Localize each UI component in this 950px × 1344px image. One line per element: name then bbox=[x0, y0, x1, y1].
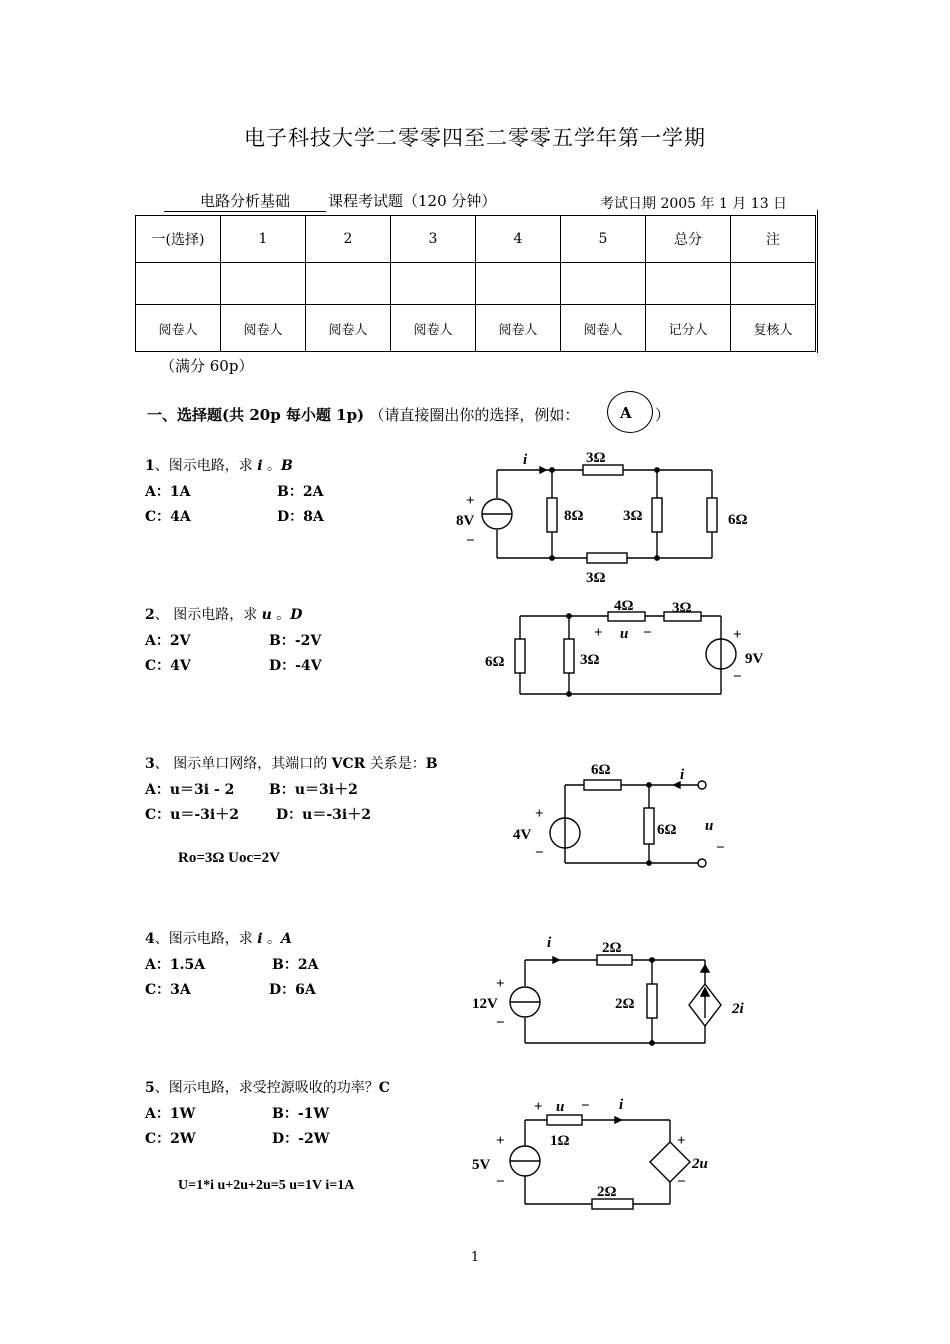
score-header-cell: 1 bbox=[221, 216, 306, 263]
score-header-cell: 总分 bbox=[646, 216, 731, 263]
q-number: 2 bbox=[145, 607, 155, 623]
label-minus: − bbox=[535, 845, 544, 861]
label-r-left: 8Ω bbox=[564, 508, 584, 524]
label-u: u bbox=[705, 818, 714, 834]
label-minus: − bbox=[496, 1174, 505, 1190]
example-answer: A bbox=[620, 404, 632, 422]
q-text2: 关系是： bbox=[365, 756, 426, 772]
q-text2: 。 bbox=[271, 607, 291, 623]
label-plus: + bbox=[733, 627, 742, 643]
junction-dot bbox=[647, 783, 651, 787]
label-r-top: 2Ω bbox=[602, 940, 622, 956]
resistor-top bbox=[583, 465, 623, 475]
score-header-cell: 注 bbox=[731, 216, 816, 263]
question-4 bbox=[145, 928, 292, 948]
section-heading bbox=[147, 404, 579, 425]
reviewer-cell: 阅卷人 bbox=[561, 305, 646, 352]
reviewer-cell: 阅卷人 bbox=[136, 305, 221, 352]
option[interactable]: D：-4V bbox=[269, 658, 322, 674]
label-plus: + bbox=[535, 806, 544, 822]
junction-dot bbox=[650, 1041, 654, 1045]
option[interactable]: D：-2W bbox=[272, 1131, 330, 1147]
option[interactable]: B：-2V bbox=[269, 633, 322, 649]
section-title-a: 一、选择题(共 20p 每小题 1p) bbox=[147, 406, 370, 424]
current-arrow-icon bbox=[553, 957, 559, 963]
label-r-bottom: 2Ω bbox=[597, 1184, 617, 1200]
q-text: 、图示电路，求 bbox=[154, 931, 258, 947]
label-r-bottom: 3Ω bbox=[586, 570, 606, 586]
circuit-1-diagram bbox=[440, 445, 760, 590]
score-cell[interactable] bbox=[731, 263, 816, 305]
section-title-c: ） bbox=[655, 406, 671, 424]
option[interactable]: C：2W bbox=[145, 1131, 196, 1147]
score-table-score-row bbox=[136, 263, 816, 305]
score-header-cell: 4 bbox=[476, 216, 561, 263]
full-score: （满分 60p） bbox=[160, 357, 254, 375]
label-u: u bbox=[620, 626, 629, 642]
label-u: u bbox=[556, 1099, 565, 1115]
q-number: 4 bbox=[145, 931, 155, 947]
resistor-left bbox=[515, 639, 525, 673]
label-i: i bbox=[523, 452, 528, 468]
label-minus: − bbox=[733, 669, 742, 685]
circuit-5-diagram bbox=[465, 1090, 755, 1215]
junction-dot bbox=[567, 692, 571, 696]
reviewer-cell: 阅卷人 bbox=[476, 305, 561, 352]
resistor-bottom bbox=[587, 553, 627, 563]
label-r-top: 6Ω bbox=[591, 762, 611, 778]
label-source: 8V bbox=[456, 513, 475, 529]
option[interactable]: A：1A bbox=[145, 484, 191, 500]
label-r-shunt: 2Ω bbox=[615, 996, 635, 1012]
course-name: 电路分析基础 bbox=[164, 190, 326, 212]
score-table bbox=[135, 215, 816, 352]
q-number: 5 bbox=[145, 1080, 155, 1096]
option[interactable]: D：6A bbox=[269, 982, 316, 998]
resistor-mid bbox=[564, 639, 574, 673]
reviewer-cell: 复核人 bbox=[731, 305, 816, 352]
option[interactable]: B：2A bbox=[277, 484, 324, 500]
score-cell[interactable] bbox=[391, 263, 476, 305]
option[interactable]: A：2V bbox=[145, 633, 191, 649]
q-answer: D bbox=[290, 607, 303, 623]
label-plus: + bbox=[466, 493, 475, 509]
score-cell[interactable] bbox=[561, 263, 646, 305]
question-1 bbox=[145, 455, 293, 475]
junction-dot bbox=[647, 861, 651, 865]
q-number: 3 bbox=[145, 756, 155, 772]
label-r-a: 4Ω bbox=[614, 598, 634, 614]
option[interactable]: B：-1W bbox=[272, 1106, 330, 1122]
label-r-top: 3Ω bbox=[586, 450, 606, 466]
resistor-shunt bbox=[647, 984, 657, 1018]
label-dep: 2u bbox=[692, 1156, 708, 1172]
score-cell[interactable] bbox=[136, 263, 221, 305]
q-text: 、图示电路，求受控源吸收的功率？ bbox=[154, 1080, 379, 1096]
q-text: 、 图示单口网络，其端口的 bbox=[154, 756, 332, 772]
q-number: 1 bbox=[145, 458, 155, 474]
option[interactable]: C：u＝-3i＋2 bbox=[145, 807, 239, 823]
option[interactable]: A：u＝3i - 2 bbox=[145, 782, 235, 798]
dep-arrow-icon bbox=[701, 988, 709, 996]
circuit-1-wires bbox=[497, 470, 712, 558]
junction-dot bbox=[650, 958, 654, 962]
resistor-shunt bbox=[644, 808, 654, 844]
junction-dot bbox=[550, 468, 554, 472]
circuit-2-diagram bbox=[475, 595, 775, 705]
junction-dot bbox=[655, 468, 659, 472]
current-arrow-icon bbox=[615, 1117, 621, 1123]
reviewer-cell: 阅卷人 bbox=[221, 305, 306, 352]
resistor-top bbox=[597, 955, 632, 965]
exam-date: 考试日期 2005 年 1 月 13 日 bbox=[600, 196, 788, 212]
circuit-3-diagram bbox=[505, 755, 755, 870]
option[interactable]: D：u＝-3i＋2 bbox=[276, 807, 371, 823]
question-2 bbox=[145, 604, 302, 624]
exam-title: 电子科技大学二零零四至二零零五学年第一学期 bbox=[244, 126, 706, 150]
q-text2: 。 bbox=[262, 931, 281, 947]
label-dep: 2i bbox=[732, 1001, 744, 1017]
score-table-reviewer-row bbox=[136, 305, 816, 352]
resistor-top bbox=[584, 780, 621, 790]
label-plus: + bbox=[677, 1133, 686, 1149]
resistor-bottom bbox=[592, 1199, 633, 1209]
question-3 bbox=[145, 753, 438, 773]
label-source: 12V bbox=[472, 996, 498, 1012]
label-source: 9V bbox=[745, 651, 764, 667]
resistor-left bbox=[547, 498, 557, 532]
score-header-cell: 一(选择) bbox=[136, 216, 221, 263]
reviewer-cell: 阅卷人 bbox=[306, 305, 391, 352]
course-suffix: 课程考试题（120 分钟） bbox=[328, 192, 497, 210]
terminal-bottom[interactable] bbox=[698, 859, 706, 867]
terminal-top[interactable] bbox=[698, 781, 706, 789]
circuit-3-wires bbox=[565, 785, 698, 863]
score-table-header-row bbox=[136, 216, 816, 263]
question-5 bbox=[145, 1077, 390, 1097]
q-answer: A bbox=[280, 931, 292, 947]
option[interactable]: C：4A bbox=[145, 509, 191, 525]
label-minus: − bbox=[643, 625, 652, 641]
table-right-rule bbox=[817, 210, 818, 353]
current-arrow-icon bbox=[701, 965, 709, 972]
score-cell[interactable] bbox=[646, 263, 731, 305]
q-text2: 。 bbox=[262, 458, 281, 474]
label-i: i bbox=[680, 767, 685, 783]
label-i: i bbox=[619, 1097, 624, 1113]
label-r-b: 3Ω bbox=[672, 600, 692, 616]
current-arrow-icon bbox=[540, 467, 546, 473]
resistor-mid bbox=[652, 498, 662, 532]
label-r-top: 1Ω bbox=[550, 1133, 570, 1149]
label-r-mid: 3Ω bbox=[623, 508, 643, 524]
q-var: i bbox=[257, 931, 263, 947]
q-var: i bbox=[257, 458, 263, 474]
resistor-top bbox=[547, 1115, 582, 1125]
score-cell[interactable] bbox=[306, 263, 391, 305]
option[interactable]: C：3A bbox=[145, 982, 191, 998]
q-var: u bbox=[261, 607, 272, 623]
reviewer-cell: 阅卷人 bbox=[391, 305, 476, 352]
resistor-right bbox=[707, 498, 717, 532]
option[interactable]: B：u＝3i＋2 bbox=[269, 782, 358, 798]
label-plus: + bbox=[496, 1133, 505, 1149]
junction-dot bbox=[550, 556, 554, 560]
q-text: 、图示电路，求 bbox=[154, 458, 258, 474]
label-i: i bbox=[547, 935, 552, 951]
junction-dot bbox=[655, 556, 659, 560]
option[interactable]: D：8A bbox=[277, 509, 324, 525]
label-r-right: 6Ω bbox=[728, 512, 748, 528]
q-text: 、 图示电路，求 bbox=[154, 607, 262, 623]
score-header-cell: 3 bbox=[391, 216, 476, 263]
score-cell[interactable] bbox=[476, 263, 561, 305]
q-answer: C bbox=[378, 1080, 390, 1096]
score-cell[interactable] bbox=[221, 263, 306, 305]
label-r-mid: 3Ω bbox=[580, 652, 600, 668]
label-plus: + bbox=[496, 976, 505, 992]
q5-note: U=1*i u+2u+2u=5 u=1V i=1A bbox=[178, 1178, 355, 1193]
label-plus: + bbox=[534, 1099, 543, 1115]
label-r-left: 6Ω bbox=[485, 654, 505, 670]
label-minus: − bbox=[496, 1015, 505, 1031]
option[interactable]: B：2A bbox=[272, 957, 319, 973]
label-source: 5V bbox=[472, 1157, 491, 1173]
q-var: VCR bbox=[331, 756, 366, 772]
label-source: 4V bbox=[513, 827, 532, 843]
score-header-cell: 2 bbox=[306, 216, 391, 263]
circuit-4-diagram bbox=[465, 928, 755, 1053]
label-minus: − bbox=[677, 1174, 686, 1190]
label-r-shunt: 6Ω bbox=[657, 822, 677, 838]
option[interactable]: C：4V bbox=[145, 658, 191, 674]
q-answer: B bbox=[425, 756, 438, 772]
reviewer-cell: 记分人 bbox=[646, 305, 731, 352]
label-minus: − bbox=[581, 1098, 590, 1114]
q3-note: Ro=3Ω Uoc=2V bbox=[178, 850, 281, 866]
section-title-b: （请直接圈出你的选择，例如： bbox=[369, 406, 580, 424]
label-plus: + bbox=[594, 625, 603, 641]
option[interactable]: A：1W bbox=[145, 1106, 196, 1122]
option[interactable]: A：1.5A bbox=[145, 957, 206, 973]
score-header-cell: 5 bbox=[561, 216, 646, 263]
label-minus: − bbox=[716, 840, 725, 856]
page-number: 1 bbox=[470, 1250, 480, 1265]
q-answer: B bbox=[280, 458, 293, 474]
junction-dot bbox=[567, 614, 571, 618]
label-minus: − bbox=[466, 533, 475, 549]
